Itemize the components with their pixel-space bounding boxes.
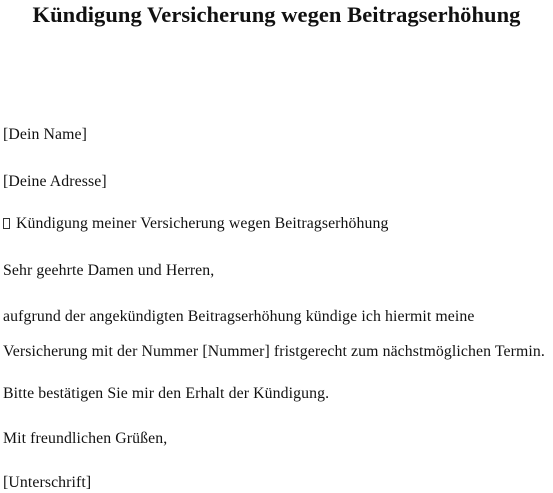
confirmation-request: Bitte bestätigen Sie mir den Erhalt der Kündigung. [3, 385, 330, 402]
body-line-1: aufgrund der angekündigten Beitragserhöhung kündige ich hiermit meine [3, 308, 475, 325]
document-title: Kündigung Versicherung wegen Beitragserhöhung [32, 2, 521, 27]
signature-placeholder: [Unterschrift] [3, 474, 92, 491]
closing: Mit freundlichen Grüßen, [3, 430, 168, 447]
sender-name: [Dein Name] [3, 126, 87, 143]
subject-text: Kündigung meiner Versicherung wegen Beitragserhöhung [16, 215, 389, 232]
missing-glyph-box-icon [3, 218, 10, 229]
subject-line [3, 214, 389, 234]
greeting: Sehr geehrte Damen und Herren, [3, 262, 215, 279]
sender-address: [Deine Adresse] [3, 173, 107, 190]
body-line-2: Versicherung mit der Nummer [Nummer] fristgerecht zum nächstmöglichen Termin. [3, 343, 545, 360]
